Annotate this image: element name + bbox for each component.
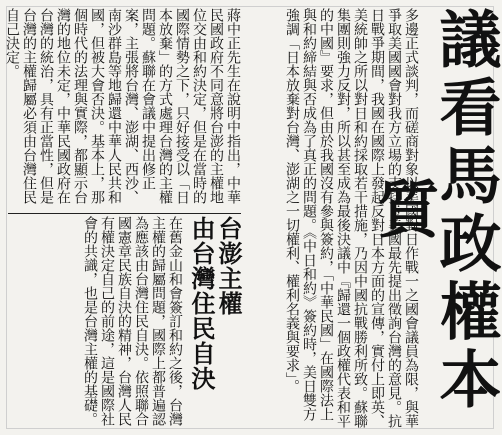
- subheadline: [187, 216, 241, 430]
- subhead-line-1: 台澎主權: [214, 216, 242, 316]
- subhead-line-2: 由台灣住民自決: [187, 216, 215, 391]
- article-column-left: 蔣中正先生在說明中指出，中華民國政府不同意將台澎的主權地位交由和約決定，但是在當時的國際情勢之下，只好接受以「日本放棄」的方式處理台灣的主權問題。蘇聯在會議中提出修正案，主張將台灣、澎湖、西沙、南沙群島等地歸還中華人民共和國，但被大會否決。基本上，那個時代的法理與實際，都顯示台灣的地位未定，中華民國政府在台灣的統治，具有正當性，但是台灣的主權歸屬必須由台灣住民自己決定。: [4, 8, 241, 204]
- article-column-right: 多邊正式談判，而磋商對象以美國對日作戰一之國會議員為限，與華爭取美國國會對我方立場的支持；美國最先提出徵詢台灣的意見。抗日戰爭期間，我國在國際上發起反對日本方面的宣傳，實付上即英、美統帥之所以對日和約採取若干措施，乃因中國抗戰勝利所致。蘇聯集團則強力反對，所以甚至成為最後決議中『歸還一個政權代表和平的中國』要求，但由於我國沒有參與簽約，「中華民國」在國際法上與和約締結與否成為了真正的問題。《中日和約》簽約時，美日雙方強調「日本放棄對台灣、澎湖之一切權利、權利名義與要求」。: [284, 8, 419, 428]
- column-divider: [8, 213, 241, 214]
- headline: 議看馬政權本質: [367, 7, 502, 415]
- article-column-bottom-left: 在舊金山和會簽訂和約之後，台灣主權的歸屬問題，國際上都普遍認為應該由台灣住民自決。依照聯合國憲章民族自決的精神，台灣人民有權決定自己的前途，這是國際社會的共識，也是台灣主權的基礎。: [82, 216, 183, 426]
